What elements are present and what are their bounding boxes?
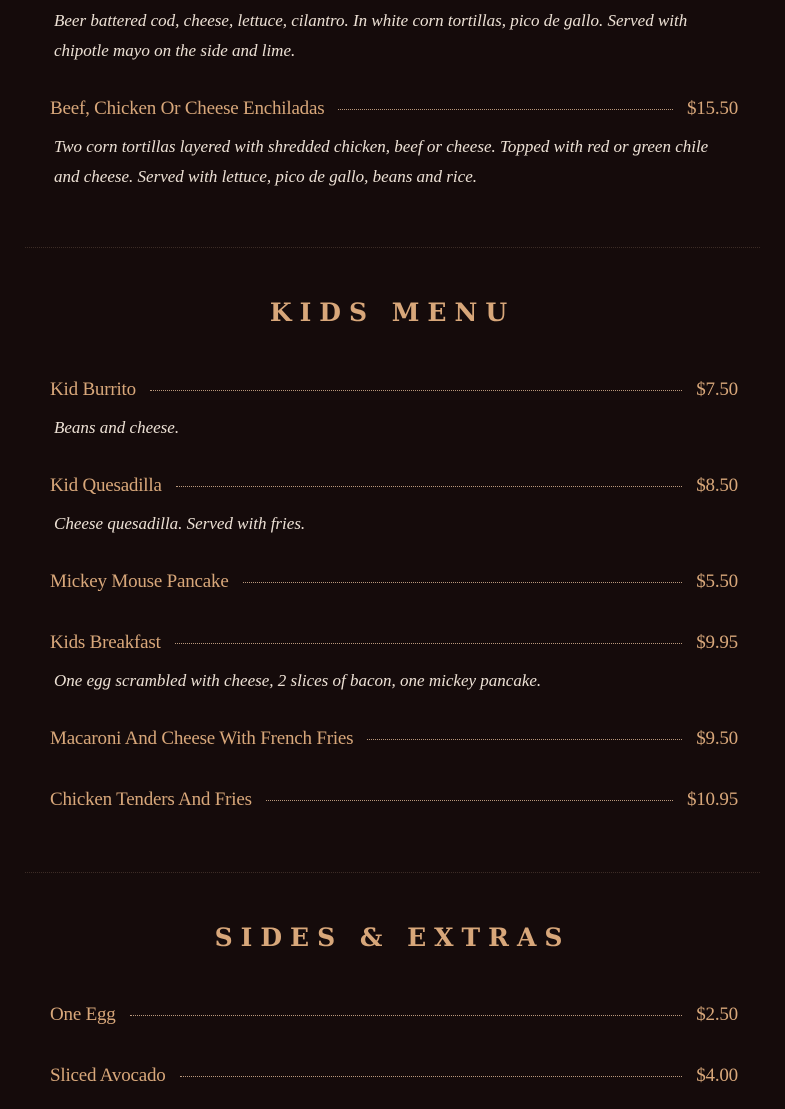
menu-item-mickey-mouse-pancake — [50, 569, 738, 595]
menu-item-kid-quesadilla — [50, 473, 738, 499]
dotted-leader — [243, 582, 683, 583]
item-name: Sliced Avocado — [50, 1065, 166, 1086]
dotted-leader — [130, 1015, 683, 1016]
dotted-leader — [266, 800, 673, 801]
item-price: $9.50 — [696, 728, 738, 749]
item-price: $5.50 — [696, 571, 738, 592]
dotted-leader — [175, 643, 683, 644]
item-name: Kids Breakfast — [50, 632, 161, 653]
item-name: Macaroni And Cheese With French Fries — [50, 728, 354, 749]
item-price: $10.95 — [686, 789, 738, 810]
menu-item-enchiladas — [50, 96, 738, 122]
section-divider — [25, 247, 760, 248]
dotted-leader — [338, 109, 673, 110]
menu-item-kids-breakfast — [50, 630, 738, 656]
item-price: $7.50 — [696, 379, 738, 400]
item-description: Cheese quesadilla. Served with fries. — [54, 514, 306, 533]
item-name: Mickey Mouse Pancake — [50, 571, 229, 592]
dotted-leader — [150, 390, 682, 391]
item-price: $9.95 — [696, 632, 738, 653]
menu-item-chicken-tenders — [50, 787, 738, 813]
menu-item-one-egg — [50, 1002, 738, 1028]
section-title-sides-extras: SIDES & EXTRAS — [214, 923, 571, 952]
item-price: $2.50 — [696, 1004, 738, 1025]
menu-item-macaroni-and-cheese — [50, 726, 738, 752]
item-name: Beef, Chicken Or Cheese Enchiladas — [50, 98, 325, 119]
section-title-kids-menu: KIDS MENU — [269, 298, 516, 327]
item-description: Beans and cheese. — [54, 418, 180, 437]
dotted-leader — [176, 486, 683, 487]
item-name: Kid Burrito — [50, 379, 136, 400]
item-name: Chicken Tenders And Fries — [50, 789, 252, 810]
dotted-leader — [180, 1076, 683, 1077]
dotted-leader — [367, 739, 682, 740]
item-name: Kid Quesadilla — [50, 475, 162, 496]
menu-item-kid-burrito — [50, 377, 738, 403]
item-price: $4.00 — [696, 1065, 738, 1086]
item-name: One Egg — [50, 1004, 116, 1025]
item-description: Two corn tortillas layered with shredded chicken, beef or cheese. Topped with red or green chile and cheese. Served with lettuce, pico de gallo, beans and rice. — [54, 137, 709, 186]
item-description: One egg scrambled with cheese, 2 slices of bacon, one mickey pancake. — [54, 671, 542, 690]
item-description: Beer battered cod, cheese, lettuce, cilantro. In white corn tortillas, pico de gallo. Served with chipotle mayo on the side and lime. — [54, 11, 688, 60]
item-price: $15.50 — [686, 98, 738, 119]
menu-item-sliced-avocado — [50, 1063, 738, 1089]
item-price: $8.50 — [696, 475, 738, 496]
section-divider — [25, 872, 760, 873]
